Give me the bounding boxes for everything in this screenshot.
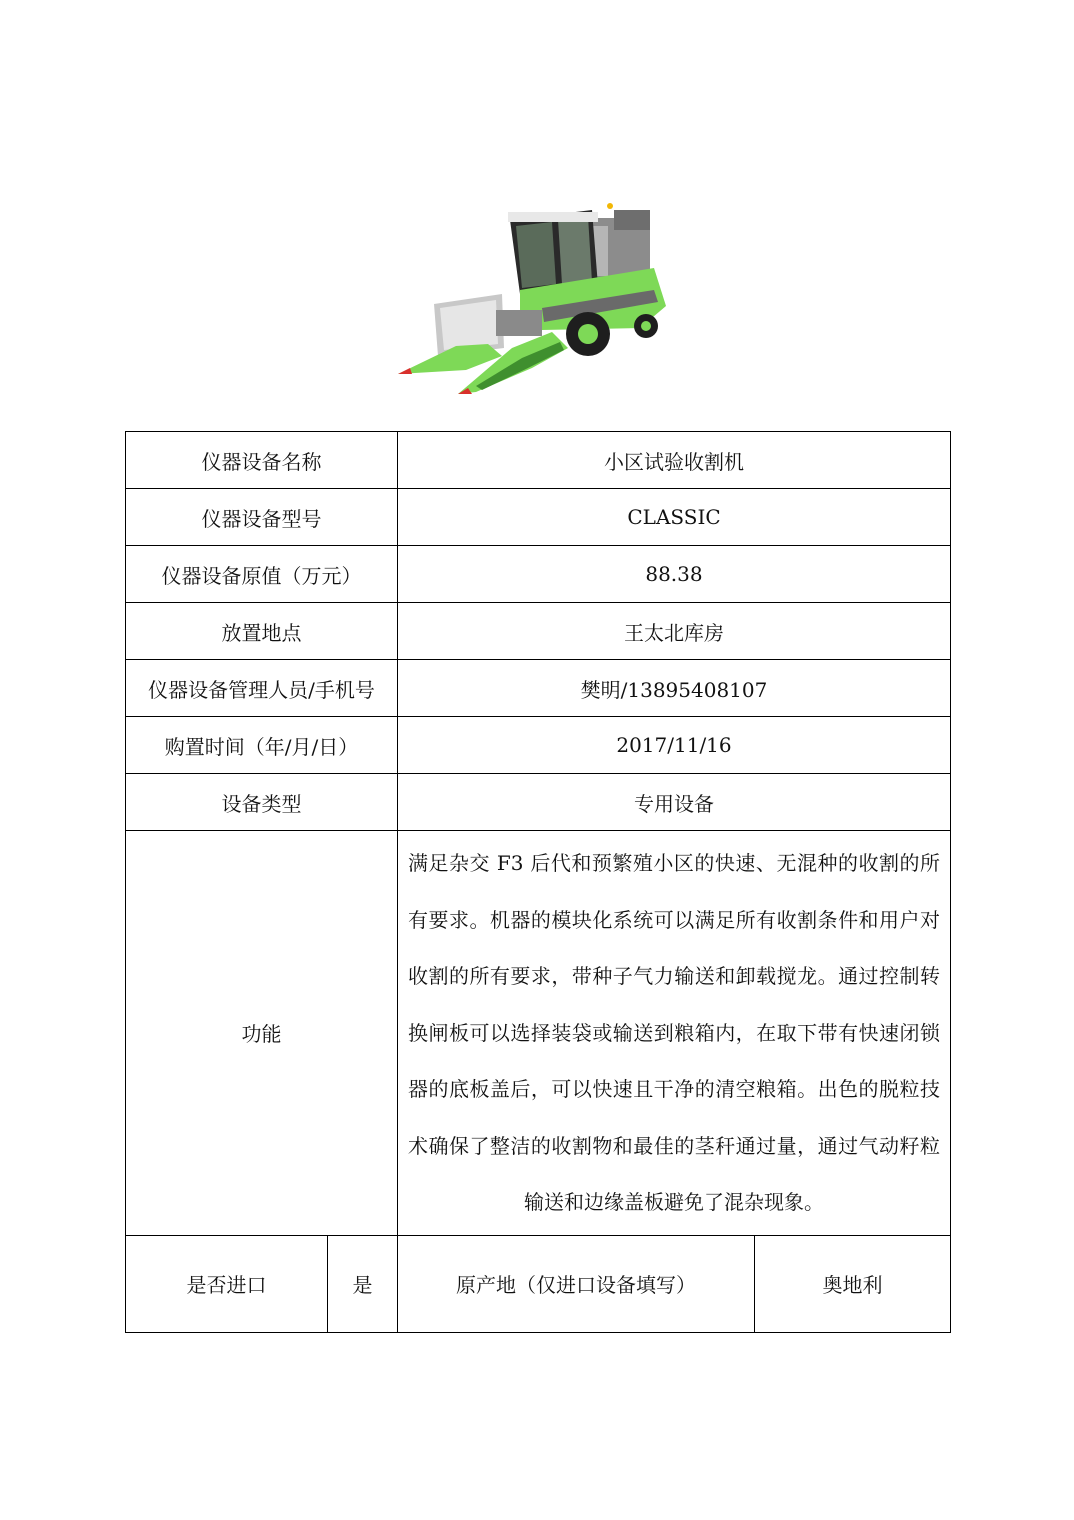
type-label: 设备类型 (126, 774, 398, 831)
purchase-date-label: 购置时间（年/月/日） (126, 717, 398, 774)
original-value-label: 仪器设备原值（万元） (126, 546, 398, 603)
table-row (126, 1235, 951, 1332)
equipment-spec-table (125, 431, 951, 1333)
location-label: 放置地点 (126, 603, 398, 660)
name-label: 仪器设备名称 (126, 432, 398, 489)
import-label: 是否进口 (126, 1235, 328, 1332)
manager-value: 樊明/13895408107 (398, 660, 951, 717)
table-row (126, 717, 951, 774)
origin-label: 原产地（仅进口设备填写） (398, 1235, 755, 1332)
function-label: 功能 (126, 831, 398, 1236)
combine-harvester-icon (392, 198, 674, 400)
equipment-photo (392, 198, 674, 400)
location-value: 王太北库房 (398, 603, 951, 660)
type-value: 专用设备 (398, 774, 951, 831)
import-value: 是 (328, 1235, 398, 1332)
table-row (126, 546, 951, 603)
table-row (126, 489, 951, 546)
table-row (126, 603, 951, 660)
table-row (126, 774, 951, 831)
table-row (126, 831, 951, 1236)
model-value: CLASSIC (398, 489, 951, 546)
manager-label: 仪器设备管理人员/手机号 (126, 660, 398, 717)
table-row (126, 432, 951, 489)
original-value: 88.38 (398, 546, 951, 603)
purchase-date-value: 2017/11/16 (398, 717, 951, 774)
origin-value: 奥地利 (755, 1235, 951, 1332)
name-value: 小区试验收割机 (398, 432, 951, 489)
function-description: 满足杂交 F3 后代和预繁殖小区的快速、无混种的收割的所有要求。机器的模块化系统可以满足所有收割条件和用户对收割的所有要求，带种子气力输送和卸载搅龙。通过控制转换闸板可以选择装袋或输送到粮箱内，在取下带有快速闭锁器的底板盖后，可以快速且干净的清空粮箱。出色的脱粒技术确保了整洁的收割物和最佳的茎秆通过量，通过气动籽粒输送和边缘盖板避免了混杂现象。 (398, 831, 951, 1236)
table-row (126, 660, 951, 717)
model-label: 仪器设备型号 (126, 489, 398, 546)
red-tip (398, 368, 412, 374)
